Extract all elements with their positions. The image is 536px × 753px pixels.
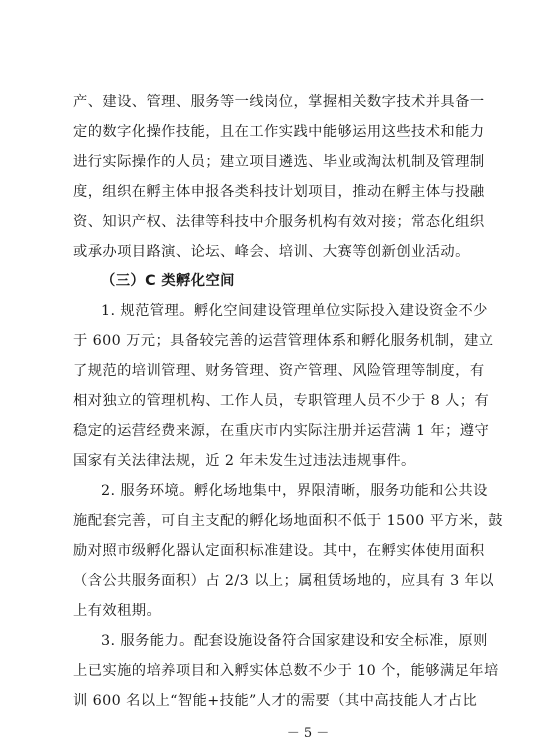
- paragraph-line: 进行实际操作的人员；建立项目遴选、毕业或淘汰机制及管理制: [73, 154, 485, 170]
- section1-line: 相对独立的管理机构、工作人员，专职管理人员不少于 8 人；有: [73, 393, 490, 409]
- paragraph-line: 度，组织在孵主体申报各类科技计划项目，推动在孵主体与投融: [73, 184, 485, 200]
- section1-line: 稳定的运营经费来源，在重庆市内实际注册并运营满 1 年；遵守: [73, 423, 490, 439]
- page-number: － 5 －: [286, 726, 330, 741]
- section1-line: 1. 规范管理。孵化空间建设管理单位实际投入建设资金不少: [101, 303, 488, 319]
- paragraph-line: 定的数字化操作技能，且在工作实践中能够运用这些技术和能力: [73, 124, 485, 140]
- section1-line: 于 600 万元；具备较完善的运营管理体系和孵化服务机制，建立: [73, 333, 494, 349]
- section2-line: 施配套完善，可自主支配的孵化场地面积不低于 1500 平方米，鼓: [73, 513, 503, 529]
- paragraph-line: 或承办项目路演、论坛、峰会、培训、大赛等创新创业活动。: [73, 244, 470, 260]
- section1-line: 了规范的培训管理、财务管理、资产管理、风险管理等制度，有: [73, 363, 485, 379]
- paragraph-line: 产、建设、管理、服务等一线岗位，掌握相关数字技术并具备一: [73, 94, 485, 110]
- section1-line: 国家有关法律法规，近 2 年未发生过违法违规事件。: [73, 453, 416, 469]
- paragraph-line: 资、知识产权、法律等科技中介服务机构有效对接；常态化组织: [73, 214, 485, 230]
- section2-line: （含公共服务面积）占 2/3 以上；属租赁场地的，应具有 3 年以: [73, 573, 494, 589]
- section2-line: 励对照市级孵化器认定面积标准建设。其中，在孵实体使用面积: [73, 543, 485, 559]
- section3-line: 上已实施的培养项目和入孵实体总数不少于 10 个，能够满足年培: [73, 663, 499, 679]
- section-heading: （三）C 类孵化空间: [101, 273, 235, 289]
- section2-line: 2. 服务环境。孵化场地集中，界限清晰，服务功能和公共设: [101, 483, 488, 499]
- section3-line: 训 600 名以上“智能+技能”人才的需要（其中高技能人才占比: [73, 693, 478, 709]
- section3-line: 3. 服务能力。配套设施设备符合国家建设和安全标准，原则: [101, 633, 488, 649]
- section2-line: 上有效租期。: [73, 603, 162, 619]
